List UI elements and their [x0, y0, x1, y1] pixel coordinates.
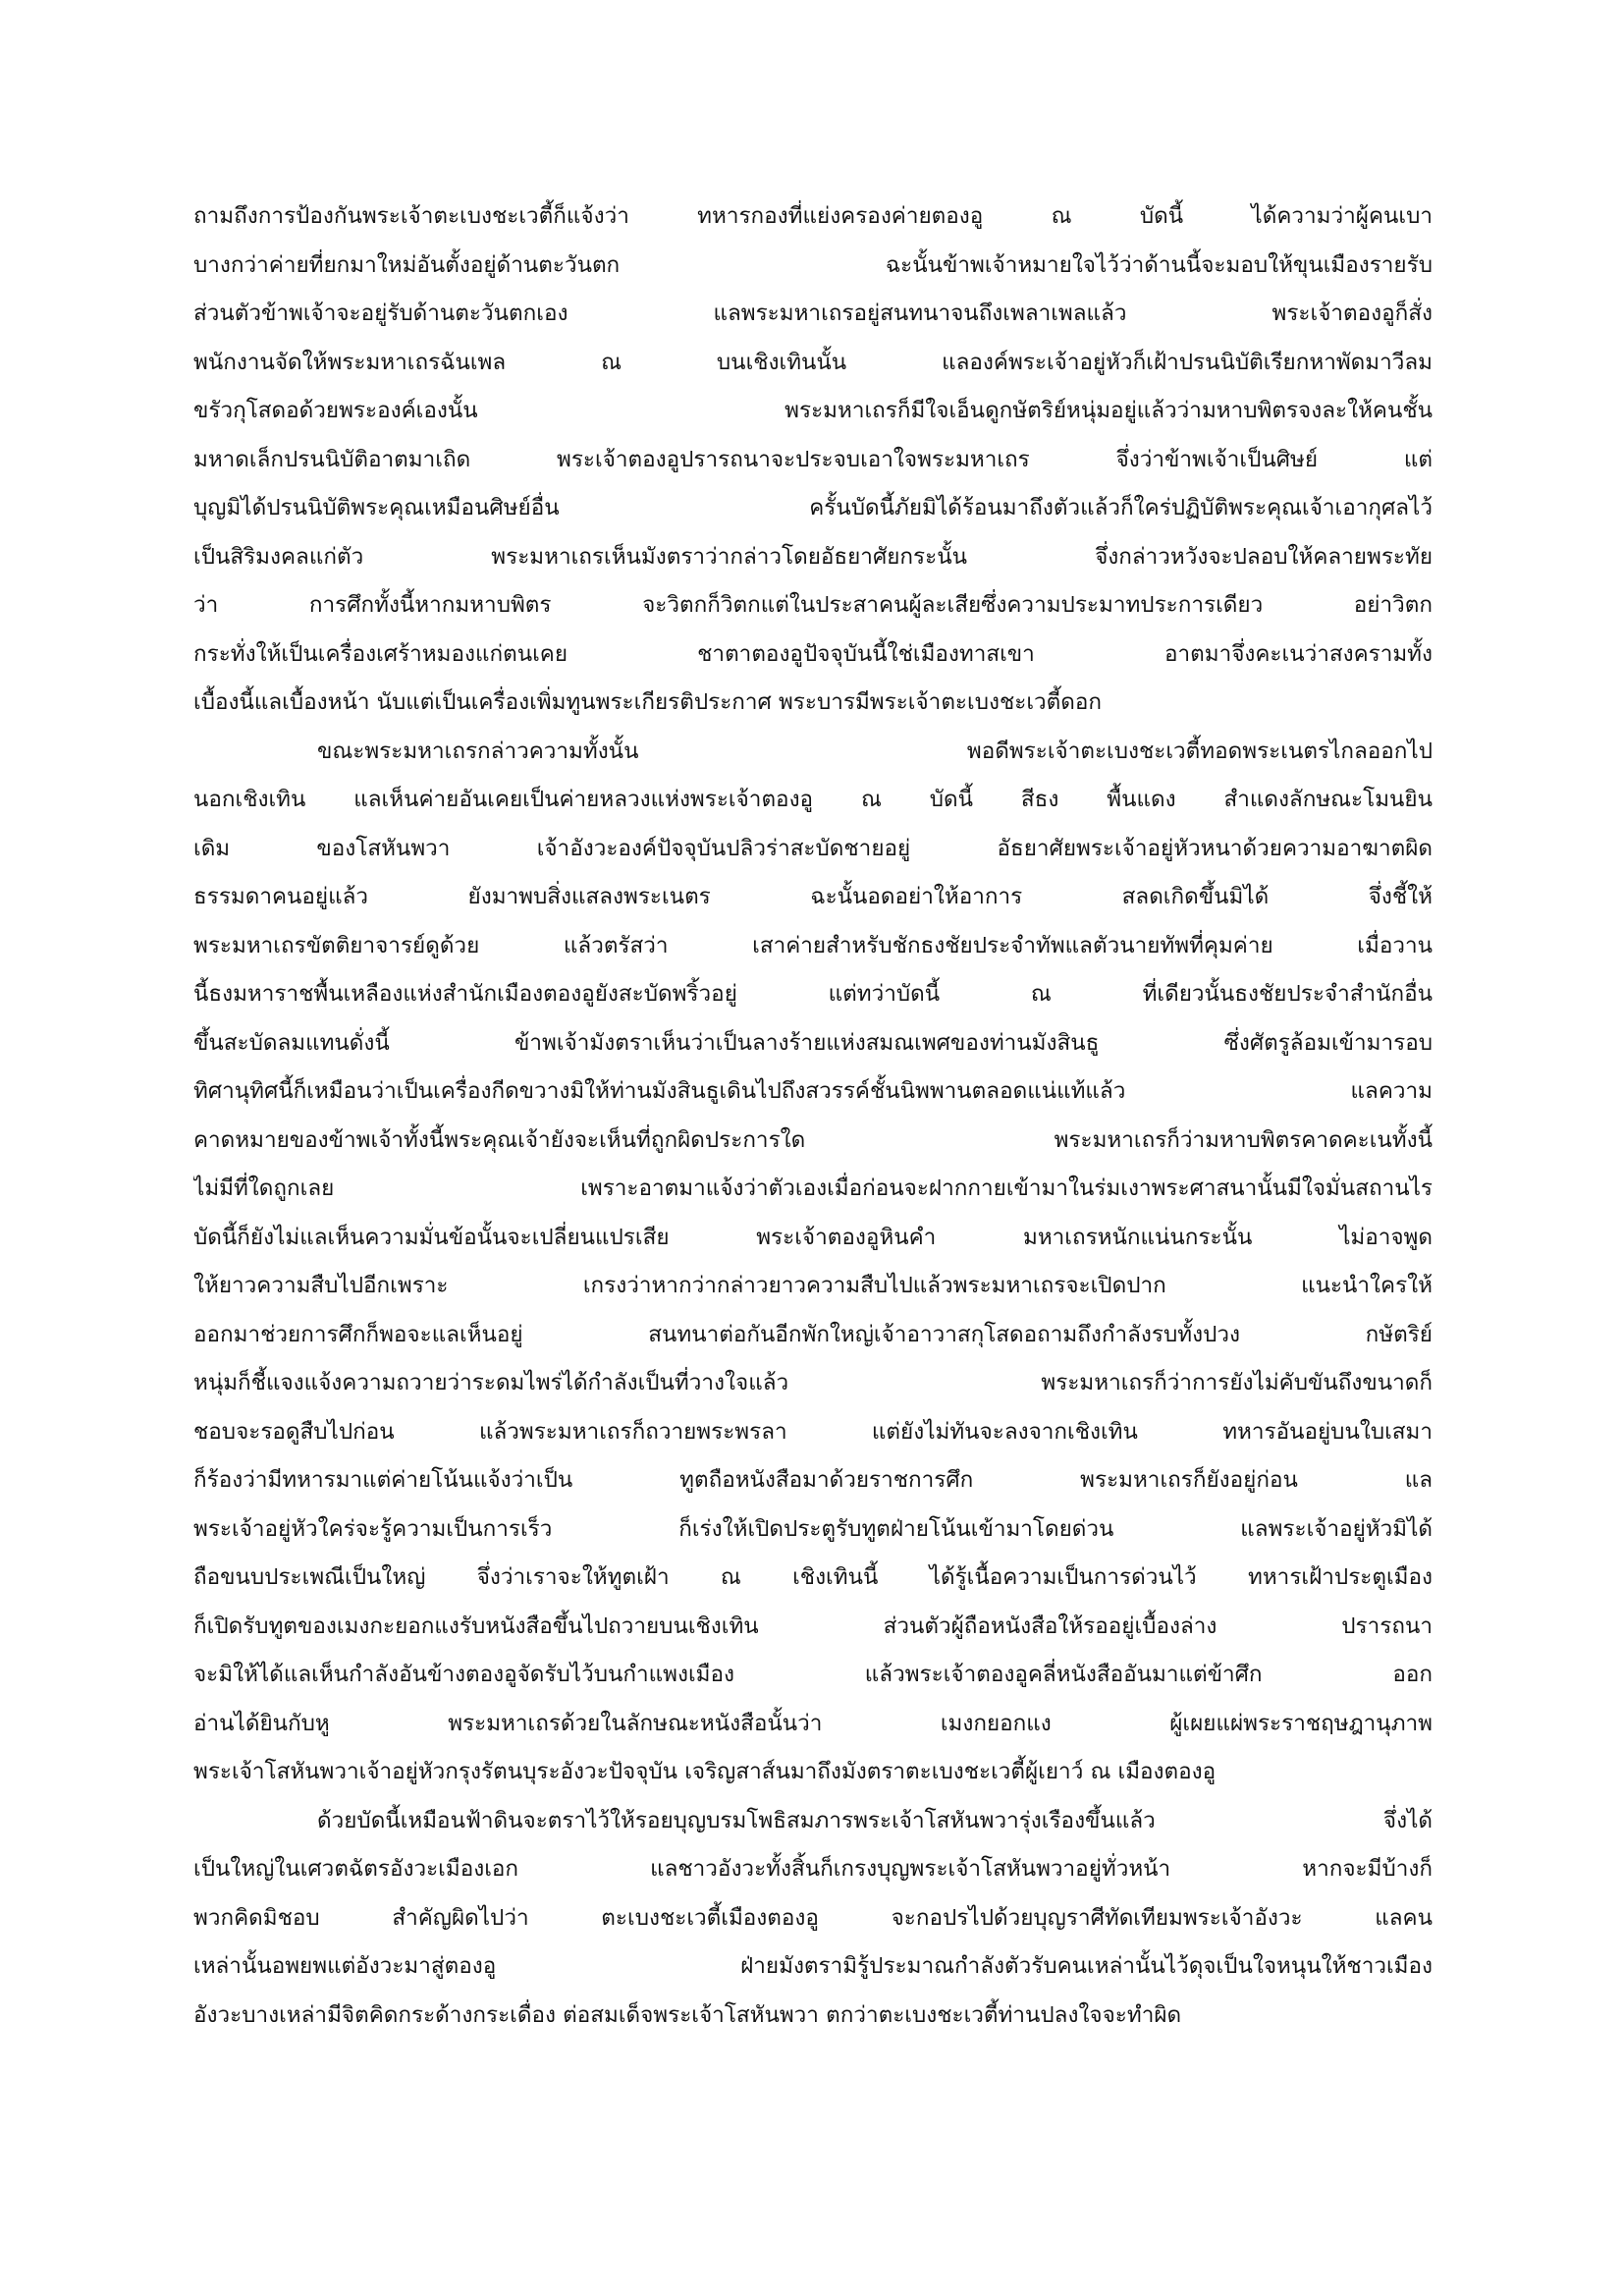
text-line: ด้วยบัดนี้เหมือนฟ้าดินจะตราไว้ให้รอยบุญบรมโพธิสมภารพระเจ้าโสหันพวารุ่งเรืองขึ้นแล้ว จึ่งได้	[317, 1807, 1433, 1833]
text-line: เป็นใหญ่ในเศวตฉัตรอังวะเมืองเอก แลชาวอังวะทั้งสิ้นก็เกรงบุญพระเจ้าโสหันพวาอยู่ทั่วหน้า หากจะมีบ้างก็	[193, 1856, 1433, 1882]
text-line: พระเจ้าอยู่หัวใคร่จะรู้ความเป็นการเร็ว ก็เร่งให้เปิดประตูรับทูตฝ่ายโน้นเข้ามาโดยด่วน แลพระเจ้าอยู่หัวมิได้	[193, 1515, 1433, 1542]
text-line: พระเจ้าโสหันพวาเจ้าอยู่หัวกรุงรัตนบุระอังวะปัจจุบัน เจริญสาส์นมาถึงมังตราตะเบงชะเวตี้ผู้เยาว์ ณ เมืองตองอู	[193, 1759, 1217, 1784]
text-line: นี้ธงมหาราชพื้นเหลืองแห่งสำนักเมืองตองอูยังสะบัดพริ้วอยู่ แต่ทว่าบัดนี้ ณ ที่เดียวนั้นธงชัยประจำสำนักอื่น	[193, 981, 1433, 1007]
text-line: บัดนี้ก็ยังไม่แลเห็นความมั่นข้อนั้นจะเปลี่ยนแปรเสีย พระเจ้าตองอูหินคำ มหาเถรหนักแน่นกระนั้น ไม่อาจพูด	[193, 1224, 1433, 1250]
paragraph	[193, 192, 1433, 728]
text-line: อ่านได้ยินกับหู พระมหาเถรด้วยในลักษณะหนังสือนั้นว่า เมงกยอกแง ผู้เผยแผ่พระราชฤษฎานุภาพ	[193, 1710, 1433, 1736]
text-line: อังวะบางเหล่ามีจิตคิดกระด้างกระเดื่อง ต่อสมเด็จพระเจ้าโสหันพวา ตกว่าตะเบงชะเวตี้ท่านปลงใจจะทำผิด	[193, 2001, 1182, 2028]
text-line: ก็ร้องว่ามีทหารมาแต่ค่ายโน้นแจ้งว่าเป็น ทูตถือหนังสือมาด้วยราชการศึก พระมหาเถรก็ยังอยู่ก่อน แล	[193, 1467, 1433, 1493]
text-line: จะมิให้ได้แลเห็นกำลังอันข้างตองอูจัดรับไว้บนกำแพงเมือง แล้วพระเจ้าตองอูคลี่หนังสืออันมาแต่ข้าศึก ออก	[193, 1662, 1433, 1687]
text-line: ขณะพระมหาเถรกล่าวความทั้งนั้น พอดีพระเจ้าตะเบงชะเวตี้ทอดพระเนตรไกลออกไป	[317, 738, 1433, 764]
text-line: พนักงานจัดให้พระมหาเถรฉันเพล ณ บนเชิงเทินนั้น แลองค์พระเจ้าอยู่หัวก็เฝ้าปรนนิบัติเรียกหาพัดมาวีลม	[193, 349, 1433, 375]
text-line: หนุ่มก็ชี้แจงแจ้งความถวายว่าระดมไพร่ได้กำลังเป็นที่วางใจแล้ว พระมหาเถรก็ว่าการยังไม่คับขันถึงขนาดก็	[193, 1370, 1433, 1395]
text-line: ออกมาช่วยการศึกก็พอจะแลเห็นอยู่ สนทนาต่อกันอีกพักใหญ่เจ้าอาวาสกุโสดอถามถึงกำลังรบทั้งปวง กษัตริย์	[193, 1321, 1433, 1347]
paragraph	[193, 1797, 1433, 2041]
text-line: ทิศานุทิศนี้ก็เหมือนว่าเป็นเครื่องกีดขวางมิให้ท่านมังสินธูเดินไปถึงสวรรค์ชั้นนิพพานตลอดแน่แท้แล้ว แลความ	[193, 1078, 1433, 1104]
text-line: บางกว่าค่ายที่ยกมาใหม่อันตั้งอยู่ด้านตะวันตก ฉะนั้นข้าพเจ้าหมายใจไว้ว่าด้านนี้จะมอบให้ขุนเมืองรายรับ	[193, 251, 1433, 278]
text-line: ส่วนตัวข้าพเจ้าจะอยู่รับด้านตะวันตกเอง แลพระมหาเถรอยู่สนทนาจนถึงเพลาเพลแล้ว พระเจ้าตองอูก็สั่ง	[193, 301, 1433, 326]
text-line: เหล่านั้นอพยพแต่อังวะมาสู่ตองอู ฝ่ายมังตรามิรู้ประมาณกำลังตัวรับคนเหล่านั้นไว้ดุจเป็นใจหนุนให้ชาวเมือง	[193, 1953, 1433, 1979]
text-line: ธรรมดาคนอยู่แล้ว ยังมาพบสิ่งแสลงพระเนตร ฉะนั้นอดอย่าให้อาการ สลดเกิดขึ้นมิได้ จึ่งชี้ให้	[193, 884, 1433, 909]
text-line: ขึ้นสะบัดลมแทนดั่งนี้ ข้าพเจ้ามังตราเห็นว่าเป็นลางร้ายแห่งสมณเพศของท่านมังสินธู ซึ่งศัตรูล้อมเข้ามารอบ	[193, 1029, 1433, 1056]
text-line: ขรัวกุโสดอด้วยพระองค์เองนั้น พระมหาเถรก็มีใจเอ็นดูกษัตริย์หนุ่มอยู่แล้วว่ามหาบพิตรจงละให้คนชั้น	[193, 398, 1433, 423]
text-line: เบื้องนี้แลเบื้องหน้า นับแต่เป็นเครื่องเพิ่มทูนพระเกียรติประกาศ พระบารมีพระเจ้าตะเบงชะเวตี้ดอก	[193, 689, 1103, 715]
text-line: พระมหาเถรขัตติยาจารย์ดูด้วย แล้วตรัสว่า เสาค่ายสำหรับชักธงชัยประจำทัพแลตัวนายทัพที่คุมค่าย เมื่อวาน	[193, 932, 1433, 958]
text-line: ถามถึงการป้องกันพระเจ้าตะเบงชะเวตี้ก็แจ้งว่า ทหารกองที่แย่งครองค่ายตองอู ณ บัดนี้ ได้ความว่าผู้คนเบา	[193, 203, 1433, 229]
text-line: บุญมิได้ปรนนิบัติพระคุณเหมือนศิษย์อื่น ครั้นบัดนี้ภัยมิได้ร้อนมาถึงตัวแล้วก็ใคร่ปฏิบัติพระคุณเจ้าเอากุศลไว้	[193, 495, 1433, 520]
text-line: ว่า การศึกทั้งนี้หากมหาบพิตร จะวิตกก็วิตกแต่ในประสาคนผู้ละเสียซึ่งความประมาทประการเดียว อย่าวิตก	[193, 592, 1433, 618]
text-line: นอกเชิงเทิน แลเห็นค่ายอันเคยเป็นค่ายหลวงแห่งพระเจ้าตองอู ณ บัดนี้ สีธง พื้นแดง สำแดงลักษณะโมนยิน	[193, 787, 1433, 812]
paragraph	[193, 728, 1433, 1797]
text-line: เดิม ของโสหันพวา เจ้าอังวะองค์ปัจจุบันปลิวร่าสะบัดชายอยู่ อัธยาศัยพระเจ้าอยู่หัวหนาด้วยความอาฆาตผิด	[193, 835, 1433, 861]
text-line: ถือขนบประเพณีเป็นใหญ่ จึ่งว่าเราจะให้ทูตเฝ้า ณ เชิงเทินนี้ ได้รู้เนื้อความเป็นการด่วนไว้ ทหารเฝ้าประตูเมือง	[193, 1564, 1433, 1590]
text-line: ชอบจะรอดูสืบไปก่อน แล้วพระมหาเถรก็ถวายพระพรลา แต่ยังไม่ทันจะลงจากเชิงเทิน ทหารอันอยู่บนใบเสมา	[193, 1418, 1433, 1445]
text-line: เป็นสิริมงคลแก่ตัว พระมหาเถรเห็นมังตราว่ากล่าวโดยอัธยาศัยกระนั้น จึ่งกล่าวหวังจะปลอบให้คลายพระทัย	[193, 543, 1433, 570]
text-line: คาดหมายของข้าพเจ้าทั้งนี้พระคุณเจ้ายังจะเห็นที่ถูกผิดประการใด พระมหาเถรก็ว่ามหาบพิตรคาดคะเนทั้งนี้	[193, 1126, 1433, 1153]
text-line: ให้ยาวความสืบไปอีกเพราะ เกรงว่าหากว่ากล่าวยาวความสืบไปแล้วพระมหาเถรจะเปิดปาก แนะนำใครให้	[193, 1273, 1433, 1298]
body-text	[193, 192, 1433, 2040]
text-line: กระทั่งให้เป็นเครื่องเศร้าหมองแก่ตนเคย ชาตาตองอูปัจจุบันนี้ใช่เมืองทาสเขา อาตมาจึ่งคะเนว่าสงครามทั้ง	[193, 640, 1433, 667]
text-line: ก็เปิดรับทูตของเมงกะยอกแงรับหนังสือขึ้นไปถวายบนเชิงเทิน ส่วนตัวผู้ถือหนังสือให้รออยู่เบื้องล่าง ปรารถนา	[193, 1613, 1433, 1639]
text-line: มหาดเล็กปรนนิบัติอาตมาเถิด พระเจ้าตองอูปรารถนาจะประจบเอาใจพระมหาเถร จึ่งว่าข้าพเจ้าเป็นศิษย์ แต่	[193, 446, 1433, 472]
text-line: ไม่มีที่ใดถูกเลย เพราะอาตมาแจ้งว่าตัวเองเมื่อก่อนจะฝากกายเข้ามาในร่มเงาพระศาสนานั้นมีใจมั่นสถานไร	[193, 1175, 1433, 1201]
text-line: พวกคิดมิชอบ สำคัญผิดไปว่า ตะเบงชะเวตี้เมืองตองอู จะกอปรไปด้วยบุญราศีทัดเทียมพระเจ้าอังวะ แลคน	[193, 1904, 1433, 1931]
